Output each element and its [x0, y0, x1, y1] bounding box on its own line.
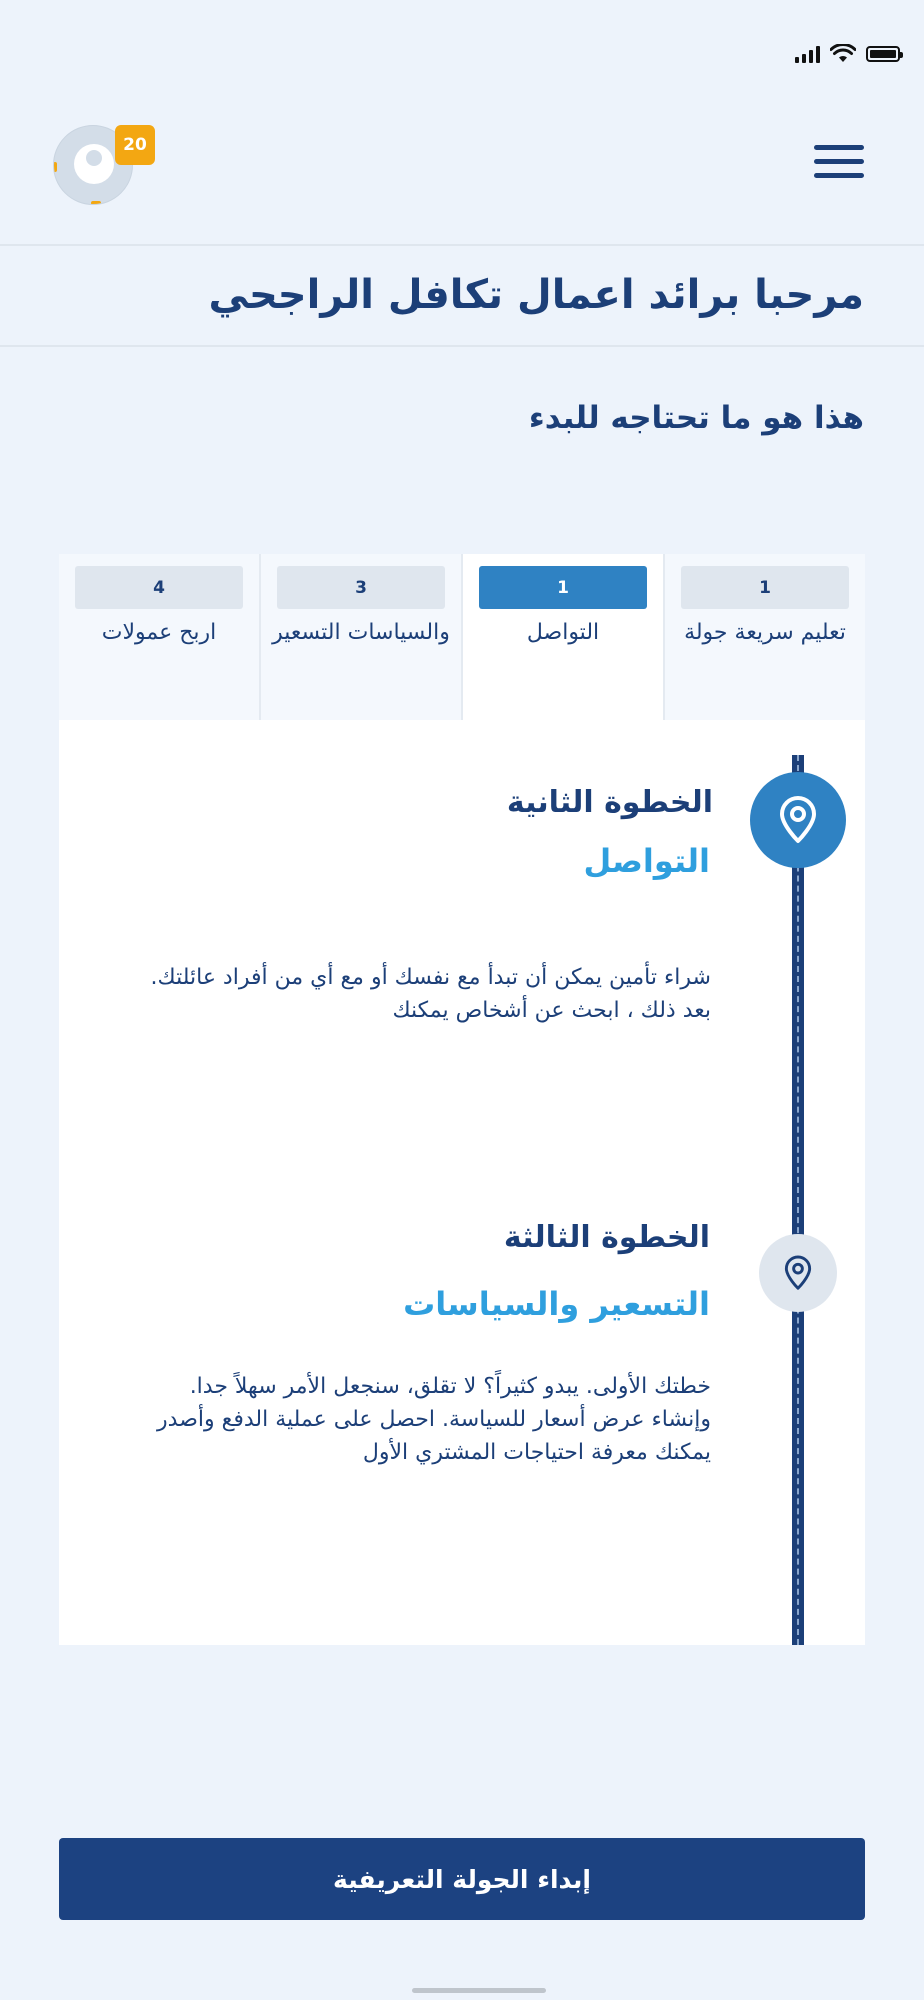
step-description-line: وإنشاء عرض أسعار للسياسة. احصل على عملية الدفع وأصدر — [157, 1407, 711, 1432]
step-title: الخطوة الثالثة — [503, 1220, 710, 1255]
step-description — [111, 961, 711, 1027]
location-pin-icon — [750, 772, 846, 868]
notification-badge: 20 — [115, 125, 155, 165]
tab-label: اربح عمولات — [101, 620, 217, 645]
step-title: الخطوة الثانية — [506, 785, 713, 820]
tab-label: تعليم سريعة جولة — [684, 620, 846, 645]
tab-number: 1 — [681, 566, 849, 609]
header-divider — [0, 244, 924, 246]
tab-number: 4 — [75, 566, 243, 609]
page-subtitle: هذا هو ما تحتاجه للبدء — [528, 400, 864, 436]
step-subtitle: التواصل — [583, 842, 710, 880]
tab-label: التواصل — [526, 620, 600, 645]
start-tour-button[interactable]: إبداء الجولة التعريفية — [59, 1838, 865, 1920]
step-description-line: يمكنك معرفة احتياجات المشتري الأول — [362, 1440, 711, 1465]
steps-card — [59, 720, 865, 1645]
timeline-line — [792, 755, 804, 1645]
status-bar — [795, 44, 900, 64]
step-description — [111, 1370, 711, 1469]
step-description-line: بعد ذلك ، ابحث عن أشخاص يمكنك — [392, 998, 711, 1023]
tab-communication[interactable] — [461, 554, 663, 720]
page-title: مرحبا برائد اعمال تكافل الراجحي — [208, 272, 864, 318]
step-description-line: شراء تأمين يمكن أن تبدأ مع نفسك أو مع أي من أفراد عائلتك. — [150, 965, 711, 990]
tab-number: 1 — [479, 566, 647, 609]
tab-label: والسياسات التسعير — [272, 620, 450, 645]
tab-earn-commissions[interactable] — [59, 554, 259, 720]
location-pin-icon — [759, 1234, 837, 1312]
step-tabs — [59, 554, 865, 720]
tab-quick-tour[interactable] — [663, 554, 865, 720]
tab-number: 3 — [277, 566, 445, 609]
battery-icon — [866, 46, 900, 62]
step-description-line: خطتك الأولى. يبدو كثيراً؟ لا تقلق، سنجعل الأمر سهلاً جدا. — [189, 1374, 711, 1399]
wifi-icon — [830, 44, 856, 64]
title-divider — [0, 345, 924, 347]
step-subtitle: التسعير والسياسات — [403, 1285, 710, 1323]
hamburger-menu-icon[interactable] — [814, 145, 864, 183]
tab-pricing-policies[interactable] — [259, 554, 461, 720]
home-indicator[interactable] — [412, 1988, 546, 1993]
signal-icon — [795, 45, 820, 63]
